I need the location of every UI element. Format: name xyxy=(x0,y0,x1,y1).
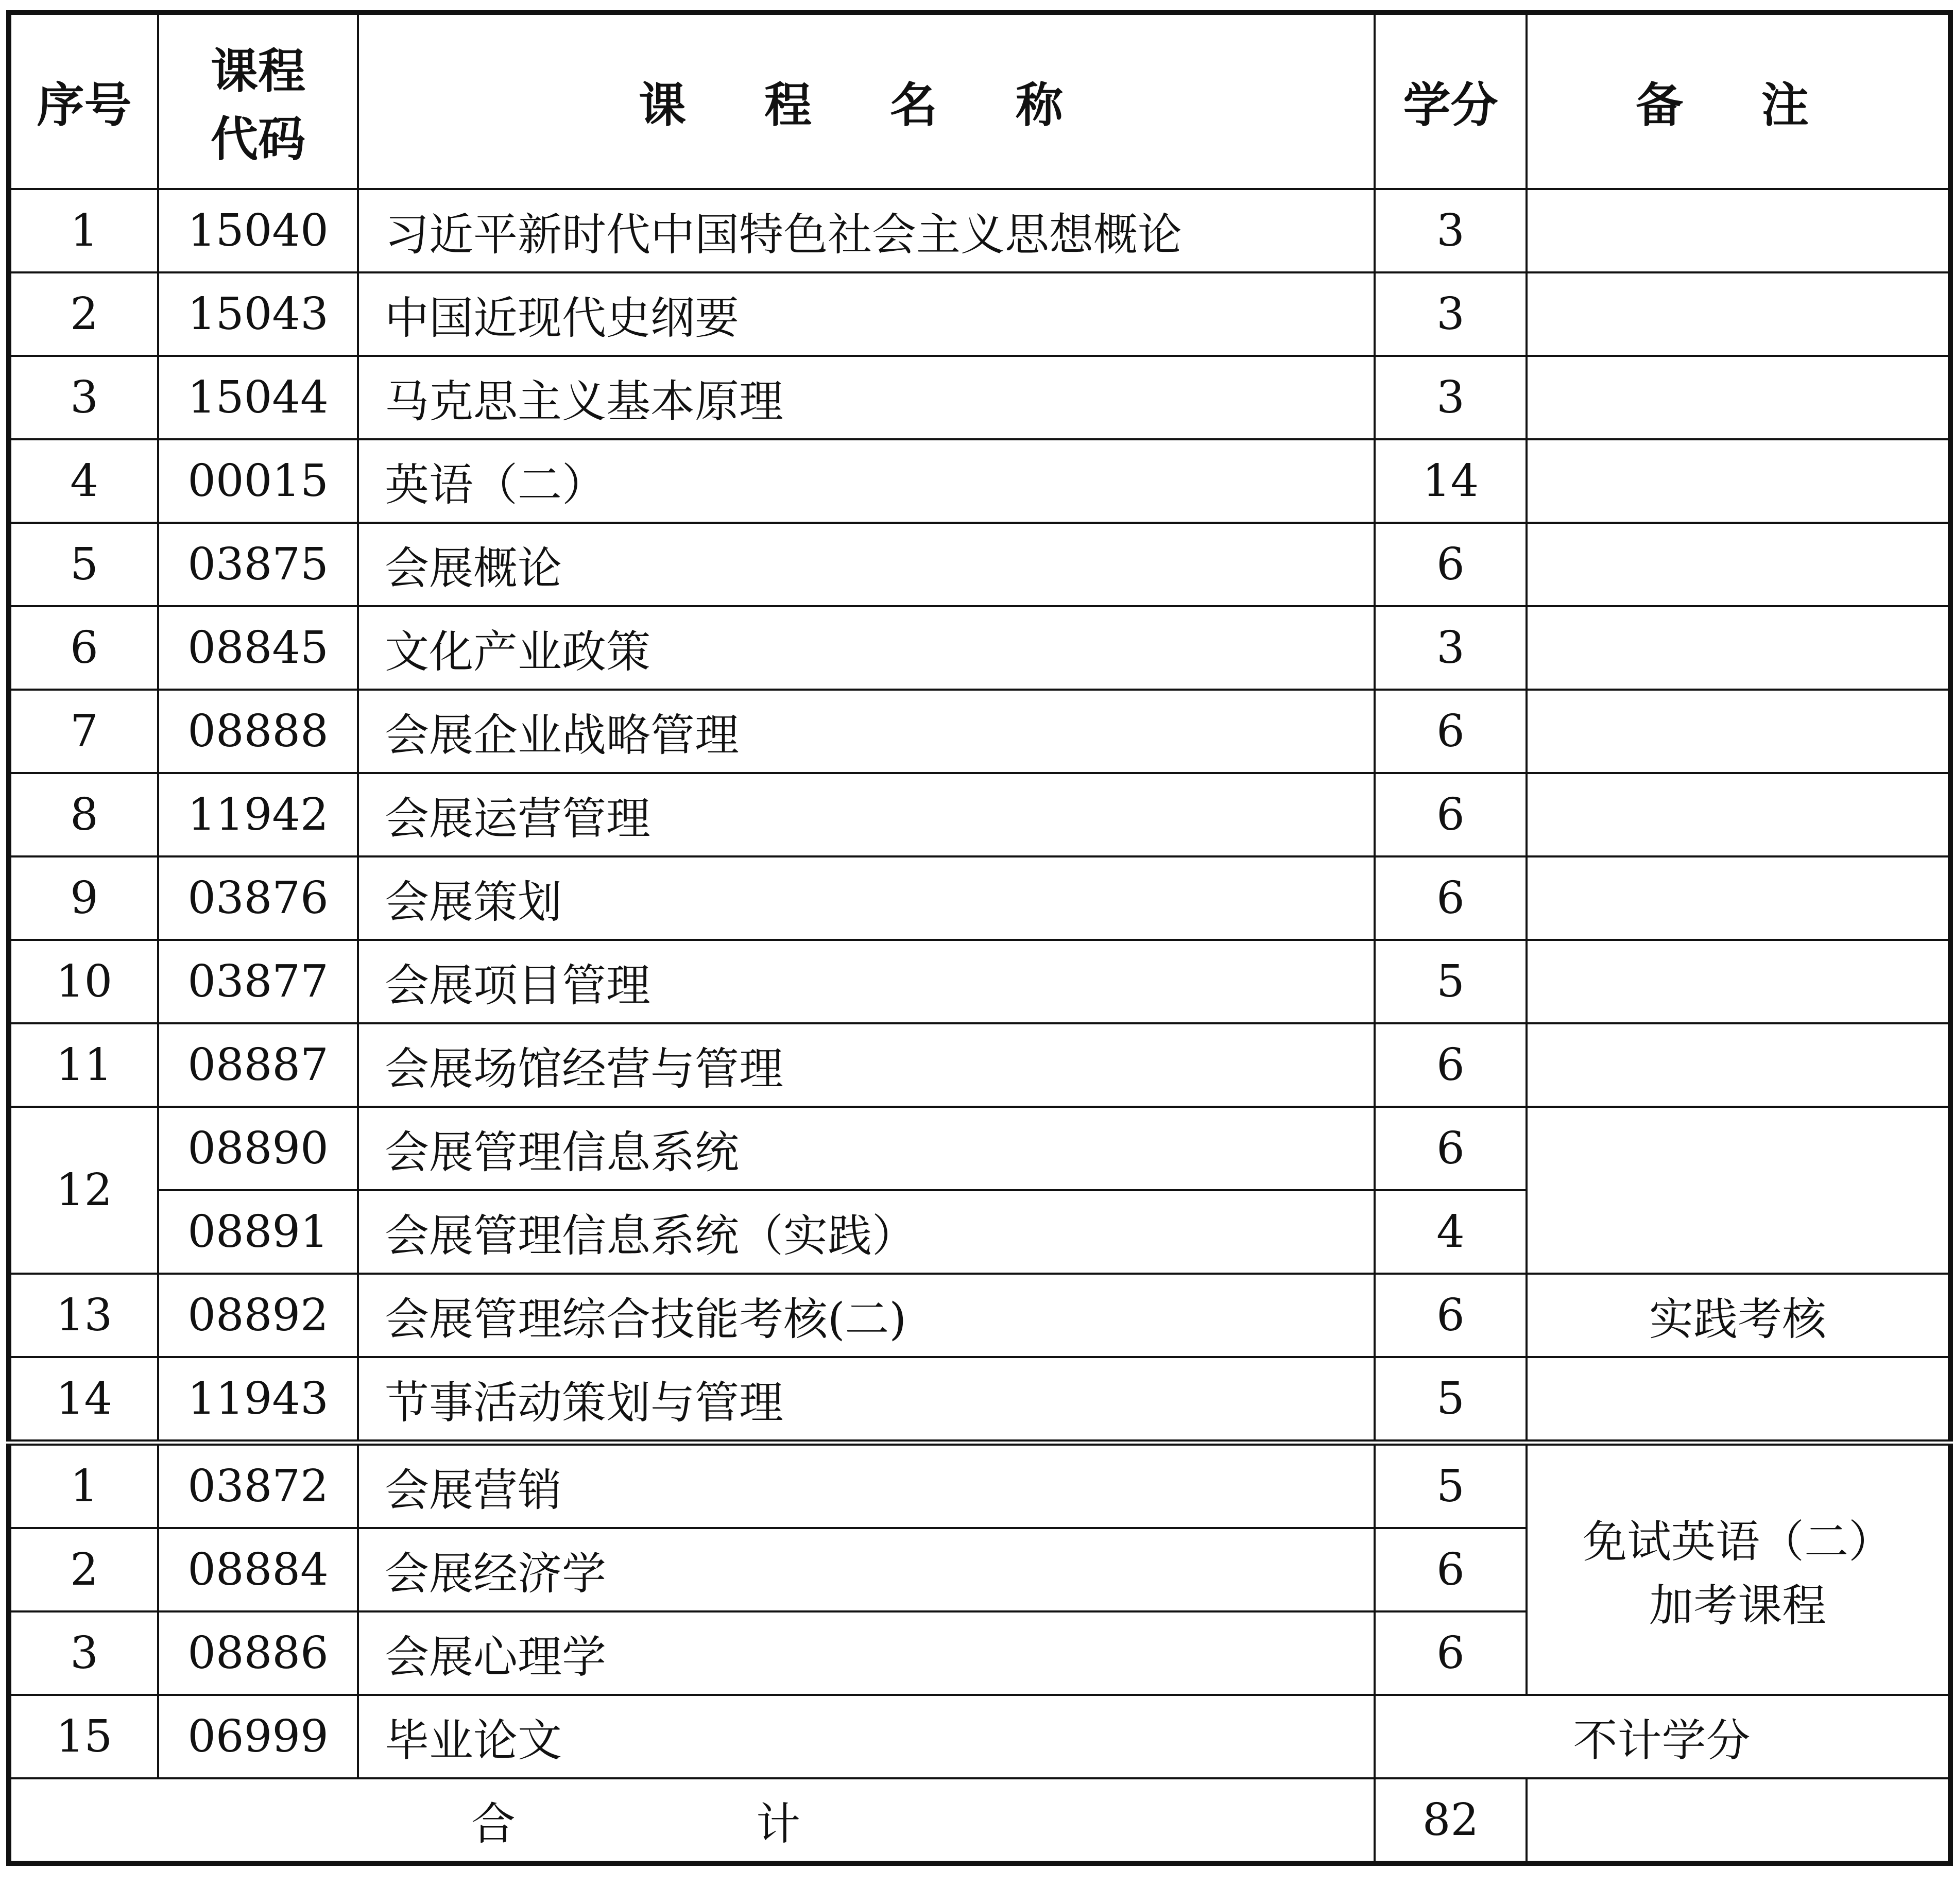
seq-cell: 2 xyxy=(9,1528,158,1611)
code-cell: 15040 xyxy=(158,189,358,272)
name-cell: 英语（二） xyxy=(358,439,1375,523)
header-seq: 序号 xyxy=(9,12,158,189)
table-row xyxy=(9,773,1950,856)
header-row xyxy=(9,12,1950,189)
seq-cell: 14 xyxy=(9,1357,158,1443)
code-cell: 03876 xyxy=(158,856,358,940)
seq-cell: 13 xyxy=(9,1274,158,1357)
code-cell: 03872 xyxy=(158,1443,358,1528)
remark-cell xyxy=(1527,773,1950,856)
name-cell: 会展管理信息系统（实践） xyxy=(358,1190,1375,1274)
seq-cell: 3 xyxy=(9,1611,158,1695)
name-cell: 马克思主义基本原理 xyxy=(358,356,1375,439)
seq-cell: 4 xyxy=(9,439,158,523)
remark-cell xyxy=(1527,606,1950,690)
header-credits: 学分 xyxy=(1375,12,1527,189)
table-row xyxy=(9,1357,1950,1443)
table-row xyxy=(9,1023,1950,1107)
thesis-row xyxy=(9,1695,1950,1778)
header-code-line1: 课程 xyxy=(210,44,305,99)
table-row xyxy=(9,690,1950,773)
header-remark: 备 注 xyxy=(1527,12,1950,189)
name-cell: 会展管理信息系统 xyxy=(358,1107,1375,1190)
credits-cell: 6 xyxy=(1375,1611,1527,1695)
code-cell: 15044 xyxy=(158,356,358,439)
code-cell: 15043 xyxy=(158,272,358,356)
name-cell: 会展营销 xyxy=(358,1443,1375,1528)
seq-cell: 7 xyxy=(9,690,158,773)
total-row xyxy=(9,1778,1950,1863)
credits-cell: 6 xyxy=(1375,1107,1527,1190)
extra-rows xyxy=(9,1443,1950,1695)
credits-cell: 5 xyxy=(1375,1357,1527,1443)
code-cell: 08886 xyxy=(158,1611,358,1695)
table-row xyxy=(9,1443,1950,1528)
total-credits: 82 xyxy=(1375,1778,1527,1863)
name-cell: 中国近现代史纲要 xyxy=(358,272,1375,356)
seq-cell: 6 xyxy=(9,606,158,690)
name-cell: 会展运营管理 xyxy=(358,773,1375,856)
table-row xyxy=(9,523,1950,606)
code-cell: 11942 xyxy=(158,773,358,856)
name-cell: 会展心理学 xyxy=(358,1611,1375,1695)
total-label: 合 计 xyxy=(9,1778,1375,1863)
seq-cell: 12 xyxy=(9,1107,158,1274)
credits-cell: 3 xyxy=(1375,356,1527,439)
thesis-note: 不计学分 xyxy=(1375,1695,1950,1778)
credits-cell: 6 xyxy=(1375,773,1527,856)
header-code xyxy=(158,12,358,189)
seq-cell: 15 xyxy=(9,1695,158,1778)
name-cell: 会展场馆经营与管理 xyxy=(358,1023,1375,1107)
seq-cell: 9 xyxy=(9,856,158,940)
seq-cell: 1 xyxy=(9,1443,158,1528)
name-cell: 会展概论 xyxy=(358,523,1375,606)
main-rows xyxy=(9,189,1950,1443)
credits-cell: 6 xyxy=(1375,1274,1527,1357)
header-name: 课 程 名 称 xyxy=(358,12,1375,189)
remark-cell xyxy=(1527,439,1950,523)
credits-cell: 3 xyxy=(1375,189,1527,272)
remark-cell xyxy=(1527,940,1950,1023)
name-cell: 会展管理综合技能考核(二) xyxy=(358,1274,1375,1357)
seq-cell: 8 xyxy=(9,773,158,856)
seq-cell: 10 xyxy=(9,940,158,1023)
code-cell: 03877 xyxy=(158,940,358,1023)
table-row xyxy=(9,1274,1950,1357)
remark-cell xyxy=(1527,1778,1950,1863)
remark-cell xyxy=(1527,1107,1950,1274)
remark-cell xyxy=(1527,523,1950,606)
code-cell: 03875 xyxy=(158,523,358,606)
credits-cell: 14 xyxy=(1375,439,1527,523)
name-cell: 毕业论文 xyxy=(358,1695,1375,1778)
code-cell: 08884 xyxy=(158,1528,358,1611)
remark-cell xyxy=(1527,856,1950,940)
extra-remark-cell xyxy=(1527,1443,1950,1695)
seq-cell: 3 xyxy=(9,356,158,439)
code-cell: 11943 xyxy=(158,1357,358,1443)
credits-cell: 5 xyxy=(1375,940,1527,1023)
table-row xyxy=(9,856,1950,940)
extra-remark-line1: 免试英语（二） xyxy=(1583,1516,1893,1568)
credits-cell: 6 xyxy=(1375,856,1527,940)
table-row xyxy=(9,606,1950,690)
table-row xyxy=(9,189,1950,272)
remark-cell xyxy=(1527,272,1950,356)
name-cell: 会展策划 xyxy=(358,856,1375,940)
code-cell: 08845 xyxy=(158,606,358,690)
seq-cell: 2 xyxy=(9,272,158,356)
credits-cell: 6 xyxy=(1375,1528,1527,1611)
credits-cell: 3 xyxy=(1375,606,1527,690)
credits-cell: 6 xyxy=(1375,1023,1527,1107)
remark-cell xyxy=(1527,189,1950,272)
code-cell: 08892 xyxy=(158,1274,358,1357)
remark-cell xyxy=(1527,690,1950,773)
name-cell: 会展经济学 xyxy=(358,1528,1375,1611)
code-cell: 08887 xyxy=(158,1023,358,1107)
seq-cell: 5 xyxy=(9,523,158,606)
credits-cell: 6 xyxy=(1375,690,1527,773)
name-cell: 节事活动策划与管理 xyxy=(358,1357,1375,1443)
remark-cell xyxy=(1527,1357,1950,1443)
credits-cell: 3 xyxy=(1375,272,1527,356)
table-row xyxy=(9,439,1950,523)
code-cell: 08888 xyxy=(158,690,358,773)
credits-cell: 5 xyxy=(1375,1443,1527,1528)
remark-cell: 实践考核 xyxy=(1527,1274,1950,1357)
remark-cell xyxy=(1527,1023,1950,1107)
header-code-line2: 代码 xyxy=(210,112,305,167)
credits-cell: 4 xyxy=(1375,1190,1527,1274)
table-row xyxy=(9,1107,1950,1190)
course-table xyxy=(6,10,1953,1866)
credits-cell: 6 xyxy=(1375,523,1527,606)
code-cell: 00015 xyxy=(158,439,358,523)
table-row xyxy=(9,356,1950,439)
name-cell: 习近平新时代中国特色社会主义思想概论 xyxy=(358,189,1375,272)
table-row xyxy=(9,272,1950,356)
seq-cell: 11 xyxy=(9,1023,158,1107)
remark-cell xyxy=(1527,356,1950,439)
code-cell: 08891 xyxy=(158,1190,358,1274)
extra-remark-line2: 加考课程 xyxy=(1649,1580,1826,1632)
seq-cell: 1 xyxy=(9,189,158,272)
name-cell: 文化产业政策 xyxy=(358,606,1375,690)
name-cell: 会展项目管理 xyxy=(358,940,1375,1023)
table-row xyxy=(9,940,1950,1023)
code-cell: 08890 xyxy=(158,1107,358,1190)
code-cell: 06999 xyxy=(158,1695,358,1778)
name-cell: 会展企业战略管理 xyxy=(358,690,1375,773)
